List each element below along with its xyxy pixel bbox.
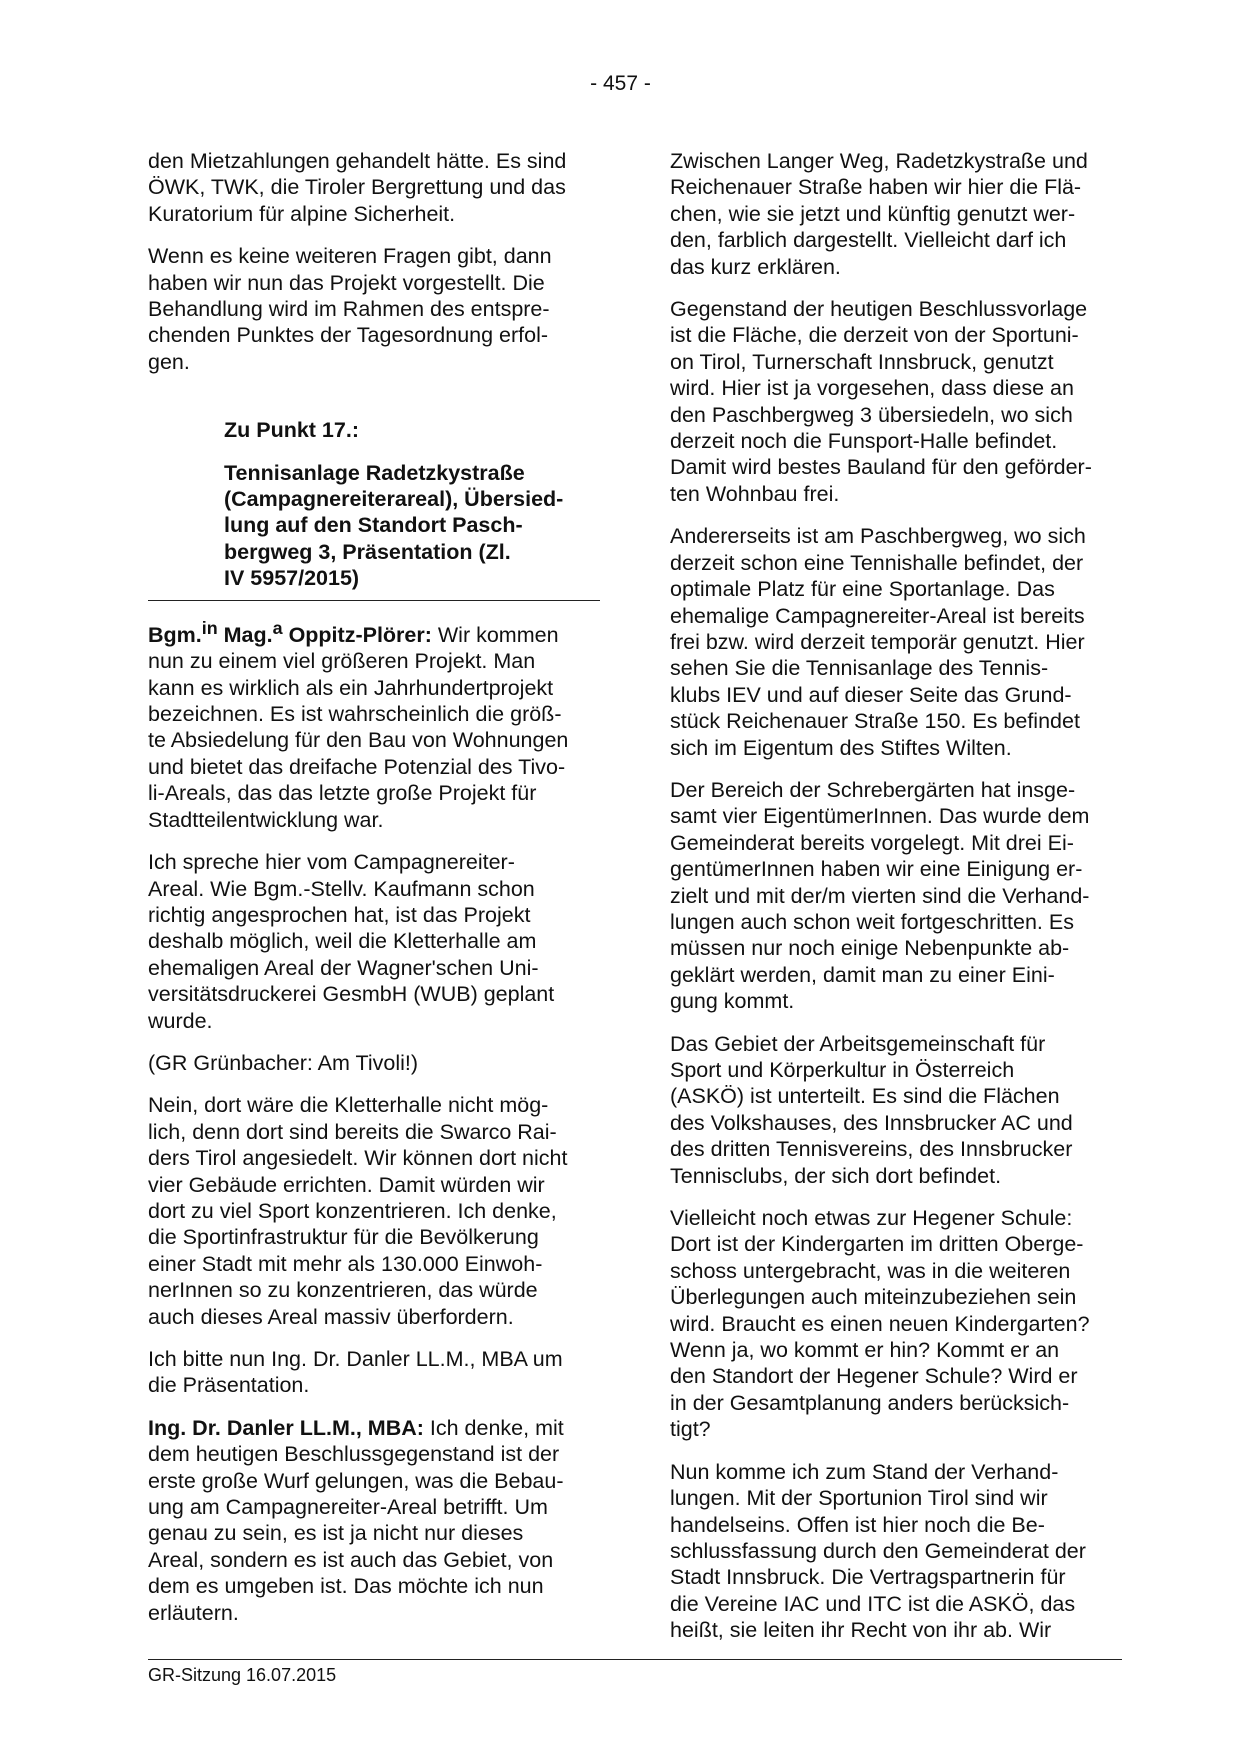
- page-number: - 457 -: [590, 72, 651, 95]
- speech-paragraph: Bgm.$^{in}$ Mag.$^a$ Oppitz-Plörer: Wir kommen nun zu einem viel größeren Projekt. Man kann es wirklich als ein Jahrhundertprojekt bezeichnen. Es ist wahrscheinlich die größ- te Absiedelung für den Bau von Wohnungen und bietet das dreifache Potenzial des Tivo- li-Areals, das das letzte große Projekt für Stadtteilentwicklung war.: [148, 617, 569, 832]
- paragraph: Nun komme ich zum Stand der Verhand- lungen. Mit der Sportunion Tirol sind wir handelseins. Offen ist hier noch die Be- schlussfassung durch den Gemeinderat der Stadt Innsbruck. Die Vertragspartnerin für die Vereine IAC und ITC ist die ASKÖ, das heißt, sie leiten ihr Recht von ihr ab. Wir: [670, 1459, 1086, 1643]
- left-column: [148, 148, 600, 1642]
- agenda-point-title: Tennisanlage Radetzkystraße (Campagnereiterareal), Übersied- lung auf den Standort Pasch- bergweg 3, Präsentation (Zl. IV 5957/2015): [224, 460, 564, 591]
- speaker-name: Ing. Dr. Danler LL.M., MBA:: [148, 1415, 424, 1440]
- paragraph: Andererseits ist am Paschbergweg, wo sich derzeit schon eine Tennishalle befindet, der optimale Platz für eine Sportanlage. Das ehemalige Campagnereiter-Areal ist bereits frei bzw. wird derzeit temporär genutzt. Hier sehen Sie die Tennisanlage des Tennis- klubs IEV und auf dieser Seite das Grund- stück Reichenauer Straße 150. Es befindet sich im Eigentum des Stiftes Wilten.: [670, 524, 1086, 760]
- paragraph: Wenn es keine weiteren Fragen gibt, dann haben wir nun das Projekt vorgestellt. Die Behandlung wird im Rahmen des entspre- chenden Punktes der Tagesordnung erfol- gen.: [148, 244, 552, 374]
- agenda-point-number: Zu Punkt 17.:: [224, 418, 359, 443]
- paragraph: Der Bereich der Schrebergärten hat insge- samt vier EigentümerInnen. Das wurde dem Gemeinderat bereits vorgelegt. Mit drei Ei- gentümerInnen haben wir eine Einigung er- zielt und mit der/m vierten sind die Verhand- lungen auch schon weit fortgeschritten. Es müssen nur noch einige Nebenpunkte ab- geklärt werden, damit man zu einer Eini- gung kommt.: [670, 777, 1090, 1014]
- paragraph: Nein, dort wäre die Kletterhalle nicht mög- lich, denn dort sind bereits die Swarco Rai- ders Tirol angesiedelt. Wir können dort nicht vier Gebäude errichten. Damit würden wir dort zu viel Sport konzentrieren. Ich denke, die Sportinfrastruktur für die Bevölkerung einer Stadt mit mehr als 130.000 Einwoh- nerInnen so zu konzentrieren, das würde auch dieses Areal massiv überfordern.: [148, 1093, 568, 1329]
- footer-divider: [148, 1659, 1122, 1660]
- speech-paragraph: Ing. Dr. Danler LL.M., MBA: Ich denke, mit dem heutigen Beschlussgegenstand ist der erste große Wurf gelungen, was die Bebau- ung am Campagnereiter-Areal betrifft. Um genau zu sein, es ist ja nicht nur dieses Areal, sondern es ist auch das Gebiet, von dem es umgeben ist. Das möchte ich nun erläutern.: [148, 1415, 564, 1625]
- paragraph: Zwischen Langer Weg, Radetzkystraße und Reichenauer Straße haben wir hier die Flä- chen, wie sie jetzt und künftig genutzt wer- den, farblich dargestellt. Vielleicht darf ich das kurz erklären.: [670, 149, 1088, 279]
- agenda-item-heading: [148, 417, 600, 600]
- footer-text: GR-Sitzung 16.07.2015: [148, 1665, 337, 1685]
- paragraph: Ich bitte nun Ing. Dr. Danler LL.M., MBA um die Präsentation.: [148, 1347, 563, 1398]
- paragraph: Ich spreche hier vom Campagnereiter- Areal. Wie Bgm.-Stellv. Kaufmann schon richtig angesprochen hat, ist das Projekt deshalb möglich, weil die Kletterhalle am ehemaligen Areal der Wagner'schen Uni- versitätsdruckerei GesmbH (WUB) geplant wurde.: [148, 850, 555, 1033]
- interjection: (GR Grünbacher: Am Tivoli!): [148, 1050, 419, 1075]
- paragraph: Gegenstand der heutigen Beschlussvorlage ist die Fläche, die derzeit von der Sportuni- on Tirol, Turnerschaft Innsbruck, genutzt wird. Hier ist ja vorgesehen, dass diese an den Paschbergweg 3 übersiedeln, wo sich derzeit noch die Funsport-Halle befindet. Damit wird bestes Bauland für den geförder- ten Wohnbau frei.: [670, 297, 1092, 506]
- paragraph: den Mietzahlungen gehandelt hätte. Es sind ÖWK, TWK, die Tiroler Bergrettung und das Kuratorium für alpine Sicherheit.: [148, 149, 567, 226]
- speaker-name: Bgm.$^{in}$ Mag.$^a$ Oppitz-Plörer:: [148, 617, 432, 647]
- paragraph: Vielleicht noch etwas zur Hegener Schule: Dort ist der Kindergarten im dritten Oberge- schoss untergebracht, was in die weiteren Überlegungen auch miteinzubeziehen sein wird. Braucht es einen neuen Kindergarten? Wenn ja, wo kommt er hin? Kommt er an den Standort der Hegener Schule? Wird er in der Gesamtplanung anders berücksich- tigt?: [670, 1206, 1090, 1442]
- right-column: [670, 148, 1122, 1660]
- paragraph: Das Gebiet der Arbeitsgemeinschaft für Sport und Körperkultur in Österreich (ASKÖ) ist unterteilt. Es sind die Flächen des Volkshauses, des Innsbrucker AC und des dritten Tennisvereins, des Innsbrucker Tennisclubs, der sich dort befindet.: [670, 1031, 1073, 1188]
